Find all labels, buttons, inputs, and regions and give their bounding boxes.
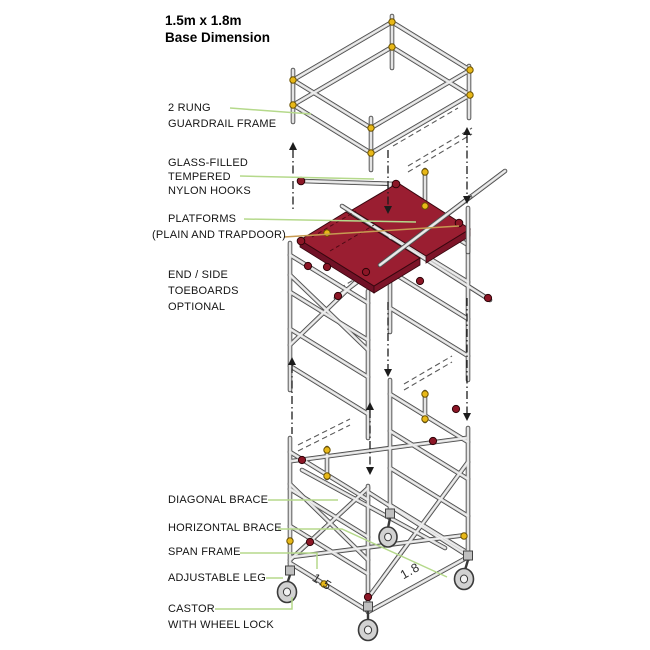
title-line-2: Base Dimension: [165, 30, 271, 45]
dimension-1-5m: 1.5: [309, 570, 335, 594]
tube-framework: [290, 16, 505, 612]
title-line-1: 1.5m x 1.8m: [165, 13, 242, 28]
castor-right: [455, 551, 474, 590]
diagram-title: [165, 12, 270, 46]
label-castor: CASTOR WITH WHEEL LOCK: [168, 603, 274, 631]
label-adjustable-leg: ADJUSTABLE LEG: [168, 572, 266, 584]
leader-nylon-hooks: [240, 176, 374, 179]
label-guardrail-frame: 2 RUNG GUARDRAIL FRAME: [168, 102, 277, 130]
label-nylon-hooks: GLASS-FILLED TEMPERED NYLON HOOKS: [168, 157, 251, 197]
dimension-1-8m: 1.8: [397, 559, 423, 583]
label-toeboards: END / SIDE TOEBOARDS OPTIONAL: [168, 269, 239, 313]
castor-left: [278, 566, 297, 603]
label-diagonal-brace: DIAGONAL BRACE: [168, 494, 269, 506]
label-horizontal-brace: HORIZONTAL BRACE: [168, 522, 282, 534]
label-span-frame: SPAN FRAME: [168, 546, 241, 558]
label-platforms-line2: (PLAIN AND TRAPDOOR): [152, 229, 286, 241]
label-platforms-line1: PLATFORMS: [168, 213, 237, 225]
